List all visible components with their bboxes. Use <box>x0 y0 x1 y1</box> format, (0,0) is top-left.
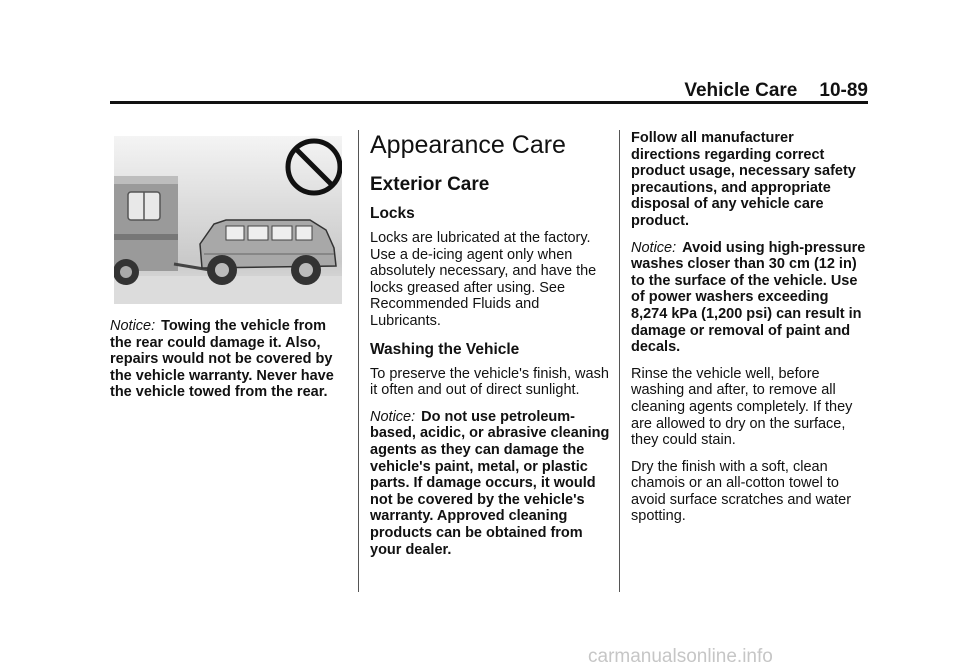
notice-label: Notice: <box>370 408 416 425</box>
column-divider-1 <box>358 130 359 592</box>
left-column <box>110 318 346 411</box>
exterior-care-heading: Exterior Care <box>370 174 490 195</box>
page-header <box>640 80 868 102</box>
locks-heading: Locks <box>370 205 415 222</box>
section-title: Vehicle Care <box>684 80 798 101</box>
notice-label: Notice: <box>631 239 677 256</box>
pressure-notice <box>631 240 867 356</box>
locks-paragraph: Locks are lubricated at the factory. Use a de-icing agent only when absolutely necessary, and have the locks greased after using. See Recommended Fluids and Lubricants. <box>370 230 597 329</box>
notice-text: Do not use petroleum-based, acidic, or abrasive cleaning agents as they can damage the vehicle's paint, metal, or plastic parts. If damage occurs, it would not be covered by the vehicle's warranty. Approved cleaning products can be obtained from your dealer. <box>370 408 610 558</box>
appearance-care-heading: Appearance Care <box>370 131 566 159</box>
header-rule <box>110 101 868 104</box>
page-number: 10-89 <box>819 80 868 101</box>
rinse-paragraph: Rinse the vehicle well, before washing and after, to remove all cleaning agents completely. If they are allowed to dry on the surface, they could stain. <box>631 365 853 449</box>
middle-column <box>370 130 610 568</box>
washing-notice <box>370 409 610 558</box>
washing-paragraph: To preserve the vehicle's finish, wash it often and out of direct sunlight. <box>370 365 609 399</box>
column-divider-2 <box>619 130 620 592</box>
manufacturer-directions: Follow all manufacturer directions regarding correct product usage, necessary safety precautions, and appropriate disposal of any vehicle care product. <box>631 130 856 229</box>
notice-text: Towing the vehicle from the rear could damage it. Also, repairs would not be covered by the vehicle warranty. Never have the vehicle towed from the rear. <box>110 318 334 401</box>
notice-label: Notice: <box>110 318 156 334</box>
trailer-shape <box>114 176 178 285</box>
right-column <box>631 130 867 535</box>
notice-text: Avoid using high-pressure washes closer than 30 cm (12 in) to the surface of the vehicle. Use of power washers exceeding 8,274 kPa (1,200 psi) can result in damage or removal of paint and decals. <box>631 239 866 356</box>
watermark: carmanualsonline.info <box>588 646 773 667</box>
dry-paragraph: Dry the finish with a soft, clean chamois or an all-cotton towel to avoid surface scratches and water spotting. <box>631 458 852 525</box>
washing-heading: Washing the Vehicle <box>370 340 520 358</box>
towing-illustration <box>114 136 342 304</box>
towing-notice <box>110 318 346 401</box>
